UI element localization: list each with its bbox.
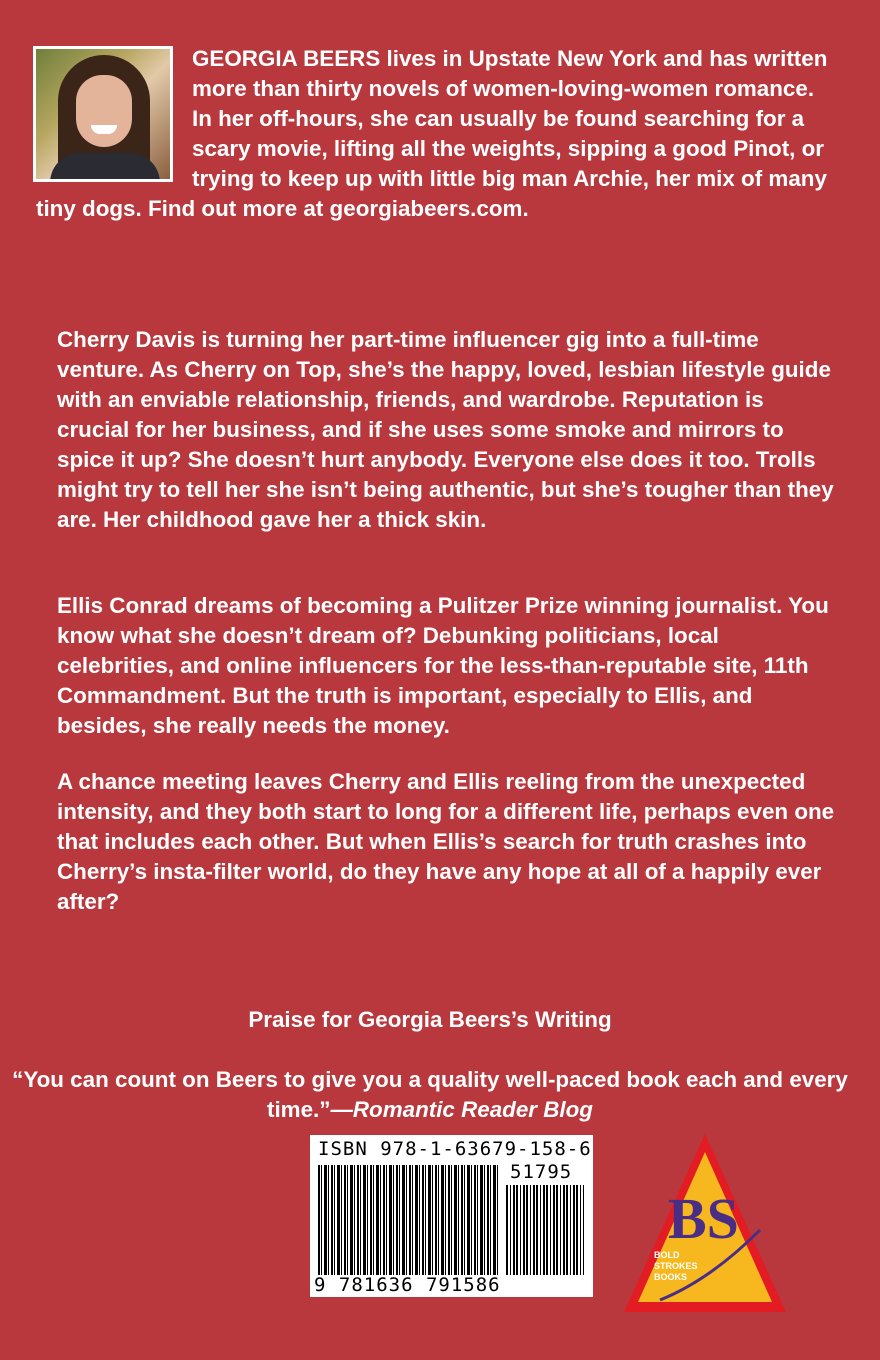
logo-text-strokes: STROKES: [654, 1261, 698, 1271]
isbn-barcode: [310, 1135, 593, 1297]
blurb-paragraph-2: Ellis Conrad dreams of becoming a Pulitzer Prize winning journalist. You know what she doesn’t dream of? Debunking politicians, local celebrities, and online influencers for the less-than-reputable site, 11th Commandment. But the truth is important, especially to Ellis, and besides, she really needs the money.: [57, 593, 829, 738]
barcode-addon-bars: [506, 1185, 584, 1275]
price-code: 51795: [510, 1161, 573, 1183]
logo-letter-b: BS: [668, 1186, 739, 1251]
blurb-paragraph-3: A chance meeting leaves Cherry and Ellis reeling from the unexpected intensity, and they both start to long for a different life, perhaps even one that includes each other. But when Ellis’s search for truth crashes into Cherry’s insta-filter world, do they have any hope at all of a happily ever after?: [57, 769, 835, 914]
logo-text-books: BOOKS: [654, 1272, 688, 1282]
logo-text-bold: BOLD: [654, 1250, 680, 1260]
quote-text: “You can count on Beers to give you a quality well-paced book each and every time.”: [12, 1067, 848, 1122]
bold-strokes-books-logo: [620, 1130, 790, 1318]
isbn-label: ISBN 978-1-63679-158-6: [318, 1138, 592, 1160]
barcode-number: 9 781636 791586: [314, 1274, 501, 1296]
barcode-bars: [318, 1165, 500, 1275]
author-name: GEORGIA BEERS: [192, 46, 381, 71]
blurb-paragraph-1: Cherry Davis is turning her part-time influencer gig into a full-time venture. As Cherry on Top, she’s the happy, loved, lesbian lifestyle guide with an enviable relationship, friends, and wardrobe. Reputation is crucial for her business, and if she uses some smoke and mirrors to spice it up? She doesn’t hurt anybody. Everyone else does it too. Trolls might try to tell her she isn’t being authentic, but she’s tougher than they are. Her childhood gave her a thick skin.: [57, 327, 834, 532]
quote-source: —Romantic Reader Blog: [330, 1097, 593, 1122]
author-bio: [36, 44, 836, 224]
praise-quote: [0, 1065, 860, 1125]
author-bio-text: lives in Upstate New York and has written more than thirty novels of women-loving-women romance. In her off-hours, she can usually be found searching for a scary movie, lifting all the weights, sipping a good Pinot, or trying to keep up with little big man Archie, her mix of many tiny dogs. Find out more at georgiabeers.com.: [36, 46, 828, 221]
praise-heading: Praise for Georgia Beers’s Writing: [248, 1007, 612, 1032]
